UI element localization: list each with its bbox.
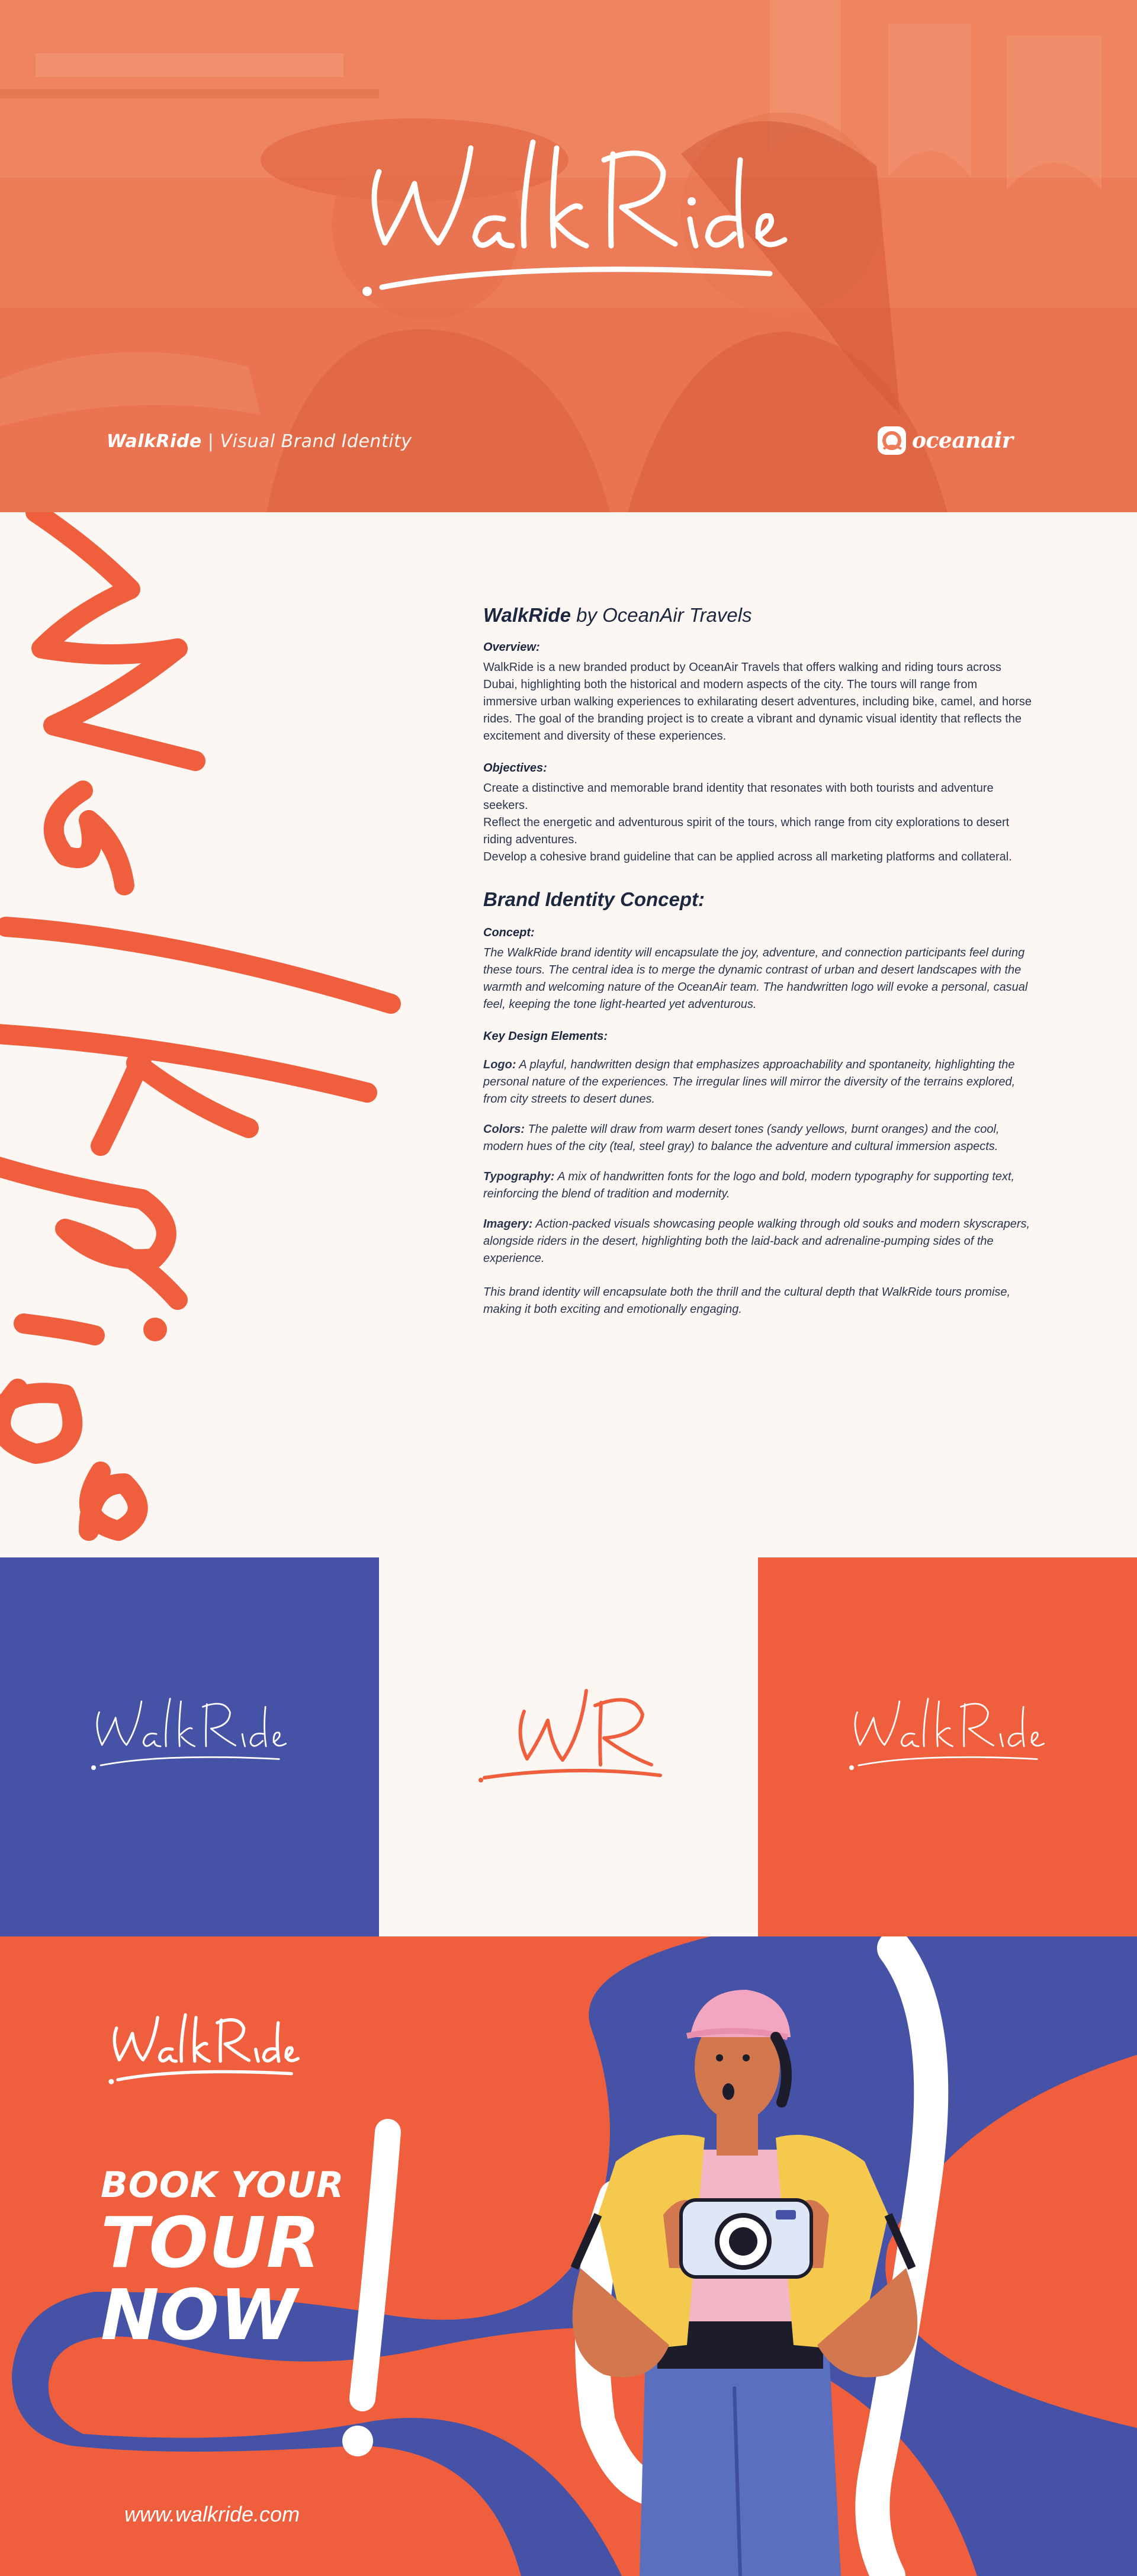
brand-brief-section [0, 512, 1137, 1557]
closing-text: This brand identity will encapsulate both the thrill and the cultural depth that WalkRide tours promise, making it both exciting and emotionally engaging. [483, 1286, 1011, 1316]
element-key: Colors: [483, 1123, 525, 1136]
objective-item: Reflect the energetic and adventurous spirit of the tours, which range from city explorations to desert riding adventures. [483, 816, 1010, 846]
element-logo [483, 1056, 1034, 1108]
element-text: Action-packed visuals showcasing people walking through old souks and modern skyscrapers, alongside riders in the desert, highlighting both the laid-back and adrenaline-pumping sides of the experience. [483, 1218, 1030, 1265]
logo-panel-monogram [379, 1557, 758, 1936]
element-text: A mix of handwritten fonts for the logo and bold, modern typography for supporting text, reinforcing the blend of tradition and modernity. [483, 1170, 1015, 1200]
objective-item: Create a distinctive and memorable brand identity that resonates with both tourists and adventure seekers. [483, 782, 994, 812]
elements-heading: Key Design Elements: [483, 1030, 608, 1043]
concept-heading: Concept: [483, 926, 535, 939]
wr-monogram-logo [379, 1557, 758, 1936]
hero-caption-subtitle: | Visual Brand Identity [201, 431, 412, 452]
brief-title-brand: WalkRide [483, 604, 571, 626]
hero-caption [107, 431, 412, 452]
tourist-illustration [509, 1936, 1007, 2576]
overview-heading: Overview: [483, 641, 540, 654]
logo-panel-blue [0, 1557, 379, 1936]
brief-title-rest: by OceanAir Travels [570, 604, 752, 626]
book-tour-poster [0, 1936, 1137, 2576]
objective-item: Develop a cohesive brand guideline that can be applied across all marketing platforms and collateral. [483, 850, 1012, 863]
walkride-logo-white-on-orange [758, 1557, 1137, 1936]
walkride-vertical-wordmark [0, 512, 450, 1557]
book-tour-headline [101, 2164, 345, 2356]
element-typography [483, 1168, 1034, 1203]
element-key: Logo: [483, 1058, 516, 1071]
brief-copy [483, 604, 1034, 1318]
concept-title: Brand Identity Concept: [483, 888, 705, 910]
walkride-logo-hero [343, 118, 794, 332]
headline-line-1: BOOK YOUR [101, 2164, 345, 2206]
objectives-heading: Objectives: [483, 762, 547, 775]
brief-title [483, 604, 1034, 627]
walkride-logo-poster [101, 2002, 302, 2102]
element-imagery [483, 1216, 1034, 1267]
oceanair-wordmark: oceanair [912, 428, 1013, 453]
overview-text: WalkRide is a new branded product by OceanAir Travels that offers walking and riding tours across Dubai, highlighting both the historical and modern aspects of the city. The tours will range from immersive urban walking experiences to exhilarating desert adventures, including bike, camel, and horse rides. The goal of the branding project is to create a vibrant and dynamic visual identity that reflects the excitement and diversity of these experiences. [483, 661, 1032, 743]
element-text: A playful, handwritten design that emphasizes approachability and spontaneity, highlighting the personal nature of the experiences. The irregular lines will mirror the diversity of the terrains explored, from city streets to desert dunes. [483, 1058, 1016, 1106]
headline-line-3: NOW [101, 2274, 298, 2356]
element-colors [483, 1121, 1034, 1155]
hero-banner [0, 0, 1137, 512]
website-url[interactable]: www.walkride.com [124, 2502, 300, 2526]
oceanair-logo [876, 424, 1013, 457]
element-key: Typography: [483, 1170, 555, 1183]
oceanair-mark-icon [876, 425, 907, 456]
element-text: The palette will draw from warm desert tones (sandy yellows, burnt oranges) and the cool, modern hues of the city (teal, steel gray) to balance the adventure and cultural immersion aspects. [483, 1123, 1000, 1153]
logo-variants [0, 1557, 1137, 1936]
walkride-logo-white [0, 1557, 379, 1936]
headline-line-2: TOUR [101, 2202, 321, 2283]
hero-caption-brand: WalkRide [107, 431, 202, 452]
logo-panel-orange [758, 1557, 1137, 1936]
concept-text: The WalkRide brand identity will encapsulate the joy, adventure, and connection participants feel during these tours. The central idea is to merge the dynamic contrast of urban and desert landscapes with the warmth and welcoming nature of the OceanAir team. The handwritten logo will evoke a personal, casual feel, keeping the tone light-hearted yet adventurous. [483, 946, 1028, 1011]
element-key: Imagery: [483, 1218, 533, 1231]
